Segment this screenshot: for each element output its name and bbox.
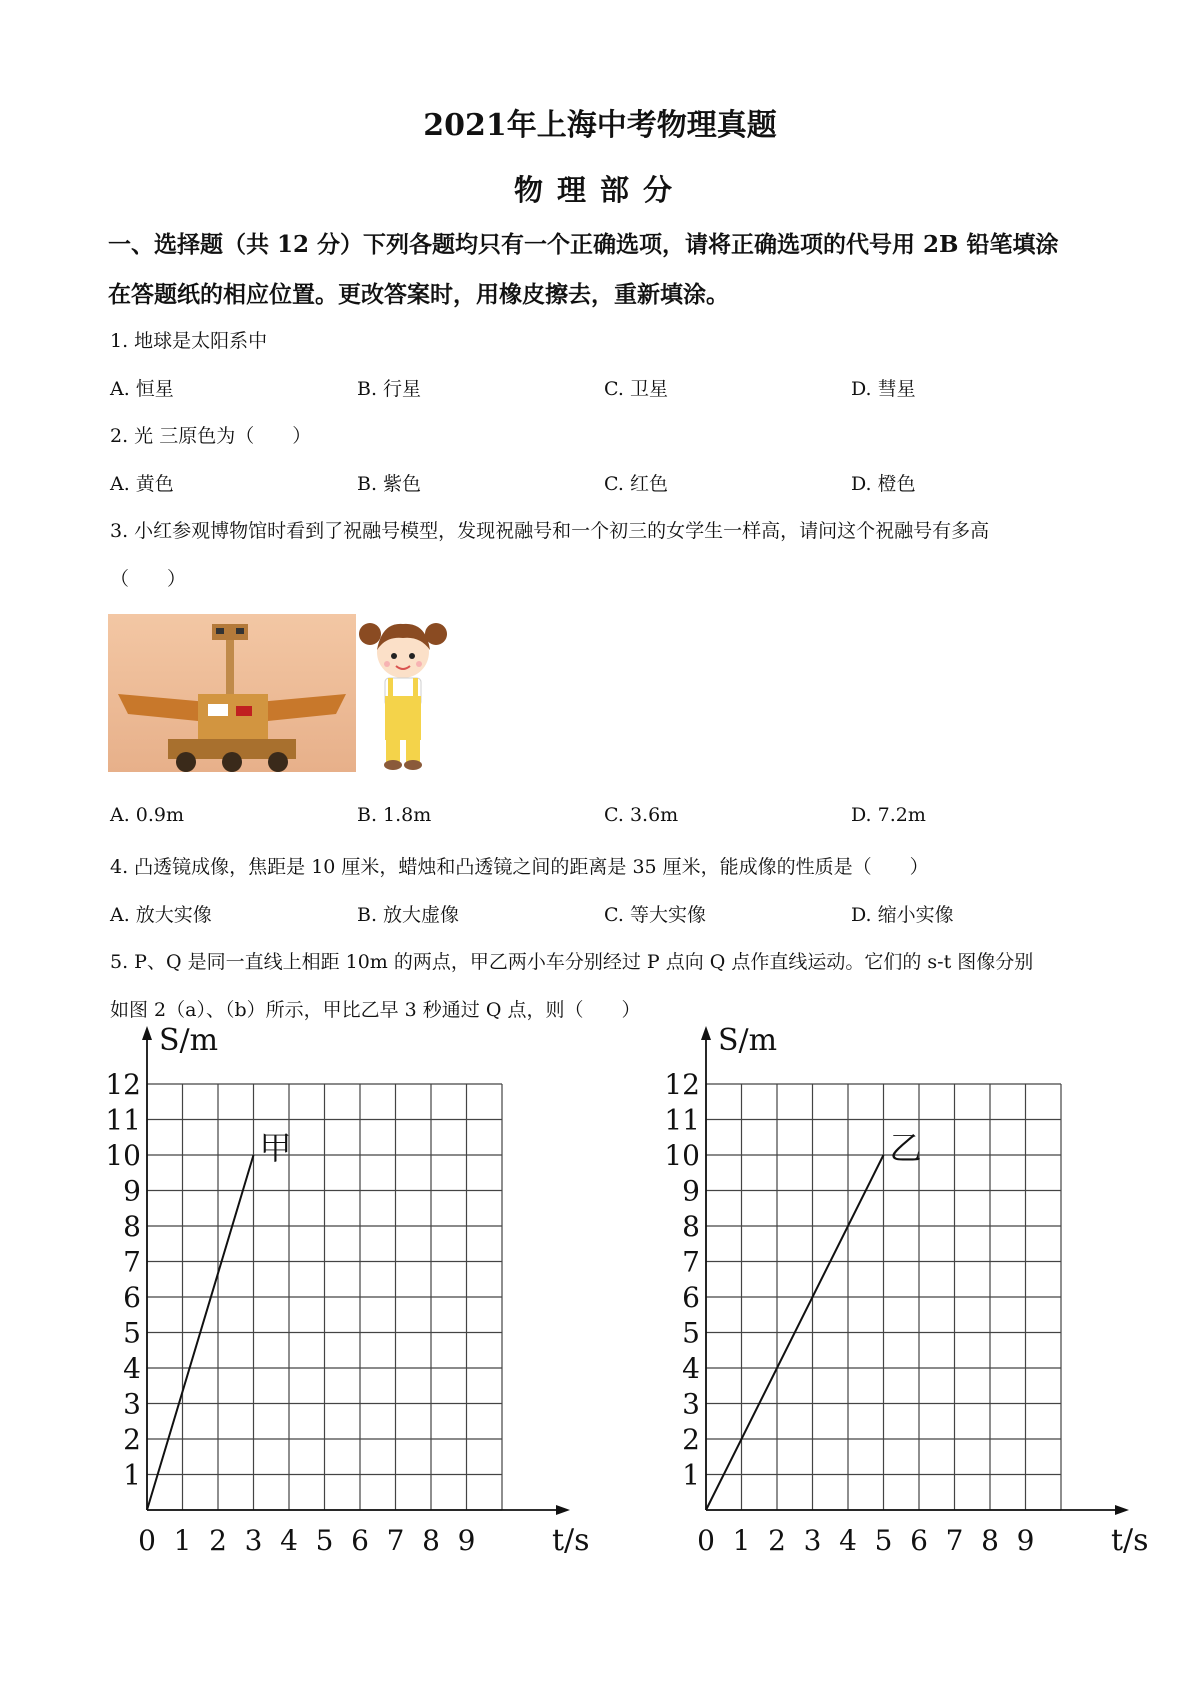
- x-tick-label-a: 0: [138, 1524, 156, 1557]
- x-tick-label-a: 3: [244, 1524, 263, 1557]
- y-tick-label-a: 9: [123, 1174, 141, 1208]
- y-tick-label-b: 7: [682, 1245, 700, 1279]
- question-4-stem: 4. 凸透镜成像，焦距是 10 厘米，蜡烛和凸透镜之间的距离是 35 厘米，能成像的性质是（ ）: [110, 856, 929, 878]
- x-tick-label-a: 8: [422, 1524, 440, 1557]
- question-2-option-c: C. 红色: [604, 473, 668, 495]
- question-1-option-a: A. 恒星: [110, 378, 174, 400]
- y-tick-label-b: 3: [682, 1387, 700, 1421]
- y-tick-label-a: 3: [123, 1387, 141, 1421]
- question-2-option-b: B. 紫色: [357, 473, 422, 495]
- x-tick-label-b: 7: [945, 1524, 964, 1557]
- y-tick-label-b: 5: [682, 1316, 700, 1350]
- question-3-option-d: D. 7.2m: [851, 804, 926, 826]
- x-axis-label-a: t/s: [552, 1523, 590, 1558]
- question-3-stem: 3. 小红参观博物馆时看到了祝融号模型，发现祝融号和一个初三的女学生一样高，请问这个祝融号有多高: [110, 520, 990, 542]
- question-4-option-a: A. 放大实像: [110, 904, 212, 926]
- page-title: 2021年上海中考物理真题: [423, 108, 777, 143]
- x-tick-label-b: 4: [839, 1524, 857, 1557]
- question-3-stem-cont: （ ）: [110, 568, 187, 590]
- x-tick-label-a: 5: [315, 1524, 334, 1557]
- question-5-stem-cont: 如图 2（a）、（b）所示，甲比乙早 3 秒通过 Q 点，则（ ）: [110, 999, 641, 1021]
- x-tick-label-b: 9: [1016, 1524, 1035, 1557]
- x-tick-label-a: 7: [386, 1524, 405, 1557]
- question-5-stem: 5. P、Q 是同一直线上相距 10m 的两点，甲乙两小车分别经过 P 点向 Q 点作直线运动。它们的 s-t 图像分别: [110, 951, 1034, 973]
- y-tick-label-b: 2: [682, 1423, 700, 1456]
- section-instructions-line1: 一、选择题（共 12 分）下列各题均只有一个正确选项，请将正确选项的代号用 2B 铅笔填涂: [108, 231, 1059, 258]
- section-instructions-line2: 在答题纸的相应位置。更改答案时，用橡皮擦去，重新填涂。: [108, 281, 729, 308]
- y-tick-label-b: 9: [682, 1174, 700, 1208]
- y-tick-label-b: 1: [682, 1458, 700, 1492]
- y-tick-label-b: 10: [664, 1139, 700, 1172]
- y-tick-label-a: 1: [123, 1458, 141, 1492]
- y-tick-label-a: 6: [123, 1281, 141, 1314]
- x-axis-arrow-b: [1115, 1505, 1129, 1515]
- y-tick-label-a: 5: [123, 1316, 141, 1350]
- question-1-option-d: D. 彗星: [851, 378, 916, 400]
- y-tick-label-b: 8: [682, 1210, 700, 1243]
- question-4-option-b: B. 放大虚像: [357, 904, 460, 926]
- question-2-option-a: A. 黄色: [110, 473, 174, 495]
- series-label-b: 乙: [889, 1129, 922, 1167]
- question-1-stem: 1. 地球是太阳系中: [110, 330, 268, 352]
- y-axis-label-a: S/m: [159, 1023, 219, 1058]
- x-tick-label-b: 0: [697, 1524, 715, 1557]
- x-axis-arrow-a: [556, 1505, 570, 1515]
- question-3-option-a: A. 0.9m: [110, 804, 185, 826]
- x-axis-label-b: t/s: [1111, 1523, 1149, 1558]
- y-tick-label-a: 8: [123, 1210, 141, 1243]
- x-tick-label-a: 4: [280, 1524, 298, 1557]
- x-tick-label-b: 2: [768, 1524, 786, 1557]
- question-1-option-b: B. 行星: [357, 378, 422, 400]
- y-tick-label-a: 11: [105, 1103, 141, 1137]
- question-4-option-d: D. 缩小实像: [851, 904, 954, 926]
- y-tick-label-b: 6: [682, 1281, 700, 1314]
- x-tick-label-a: 1: [173, 1524, 192, 1557]
- y-tick-label-a: 4: [123, 1352, 141, 1385]
- y-tick-label-b: 12: [664, 1068, 700, 1101]
- y-tick-label-a: 7: [123, 1245, 141, 1279]
- question-4-option-c: C. 等大实像: [604, 904, 706, 926]
- y-tick-label-b: 4: [682, 1352, 700, 1385]
- y-axis-arrow-a: [142, 1026, 152, 1040]
- x-tick-label-b: 6: [910, 1524, 928, 1557]
- x-tick-label-a: 6: [351, 1524, 369, 1557]
- y-tick-label-b: 11: [664, 1103, 700, 1137]
- x-tick-label-b: 8: [981, 1524, 999, 1557]
- series-label-a: 甲: [259, 1129, 292, 1167]
- y-tick-label-a: 12: [105, 1068, 141, 1101]
- question-3-option-b: B. 1.8m: [357, 804, 432, 826]
- question-1-option-c: C. 卫星: [604, 378, 668, 400]
- question-3-option-c: C. 3.6m: [604, 804, 679, 826]
- x-tick-label-b: 5: [874, 1524, 893, 1557]
- question-2-stem: 2. 光 三原色为（ ）: [110, 425, 312, 447]
- x-tick-label-a: 9: [457, 1524, 476, 1557]
- y-tick-label-a: 2: [123, 1423, 141, 1456]
- x-tick-label-b: 3: [803, 1524, 822, 1557]
- x-tick-label-a: 2: [209, 1524, 227, 1557]
- x-tick-label-b: 1: [732, 1524, 751, 1557]
- y-axis-arrow-b: [701, 1026, 711, 1040]
- y-axis-label-b: S/m: [718, 1023, 778, 1058]
- page-subtitle: 物理部分: [513, 173, 686, 207]
- question-2-option-d: D. 橙色: [851, 473, 916, 495]
- y-tick-label-a: 10: [105, 1139, 141, 1172]
